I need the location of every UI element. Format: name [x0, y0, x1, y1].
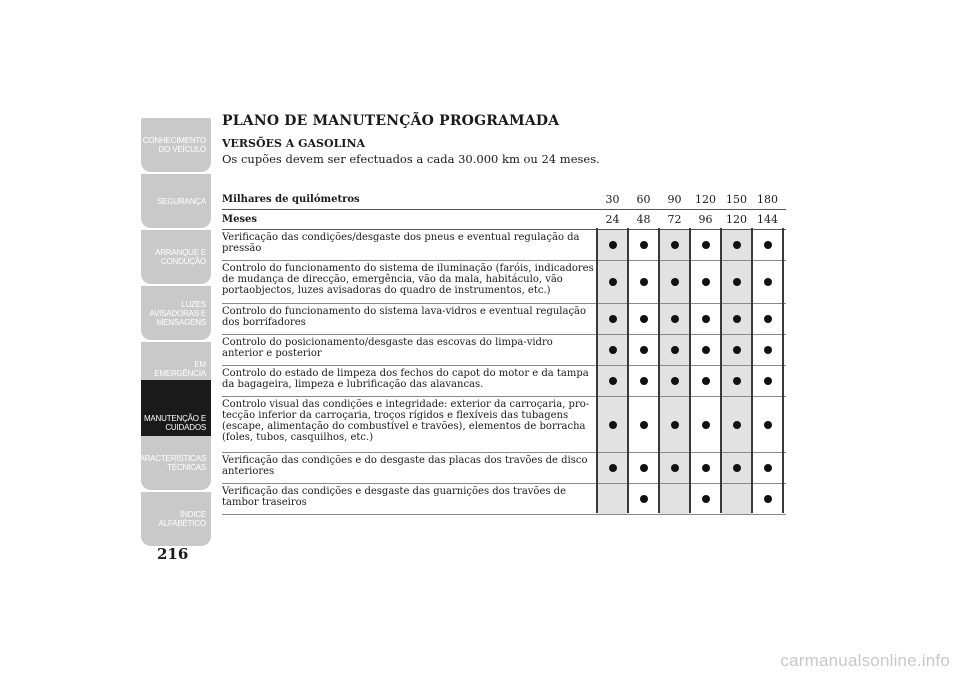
column-divider: [596, 228, 598, 513]
interval-cell: [628, 453, 659, 483]
interval-cell: [659, 261, 690, 303]
check-dot-icon: [671, 464, 679, 472]
interval-cell: [752, 397, 783, 452]
interval-cell: [597, 335, 628, 365]
check-dot-icon: [702, 346, 710, 354]
table-row: [222, 335, 786, 366]
table-header-months: [222, 210, 786, 230]
column-divider: [689, 228, 691, 513]
months-value: 72: [667, 213, 682, 226]
check-dot-icon: [733, 315, 741, 323]
check-dot-icon: [609, 421, 617, 429]
tab-conhecimento-do-veiculo[interactable]: CONHECIMENTO DO VEÍCULO: [141, 118, 211, 172]
interval-cells: [597, 261, 786, 303]
table-row: [222, 230, 786, 261]
maintenance-item-text: Verificação das condições/desgaste dos pneus e eventual regulação da pressão: [222, 232, 580, 254]
check-dot-icon: [609, 315, 617, 323]
check-dot-icon: [609, 464, 617, 472]
page-subtitle: VERSÕES A GASOLINA: [222, 137, 366, 150]
interval-cell: [721, 335, 752, 365]
interval-cell: [597, 230, 628, 260]
page-title: PLANO DE MANUTENÇÃO PROGRAMADA: [222, 113, 560, 129]
check-dot-icon: [764, 241, 772, 249]
km-values: [597, 190, 786, 209]
check-dot-icon: [609, 346, 617, 354]
page-content: [222, 112, 786, 167]
km-value: 90: [667, 193, 682, 206]
km-label: Milhares de quilómetros: [222, 194, 360, 205]
check-dot-icon: [640, 315, 648, 323]
maintenance-item-text: Controlo do posicionamento/desgaste das escovas do limpa-vidro anterior e posterior: [222, 337, 553, 359]
check-dot-icon: [671, 421, 679, 429]
check-dot-icon: [764, 464, 772, 472]
months-value: 48: [636, 213, 651, 226]
check-dot-icon: [733, 464, 741, 472]
check-dot-icon: [764, 278, 772, 286]
interval-cell: [721, 453, 752, 483]
check-dot-icon: [671, 377, 679, 385]
check-dot-icon: [764, 377, 772, 385]
interval-cell: [659, 366, 690, 396]
check-dot-icon: [764, 346, 772, 354]
tab-manutencao-e-cuidados[interactable]: MANUTENÇÃO E CUIDADOS: [141, 380, 211, 466]
interval-cell: [690, 230, 721, 260]
column-divider: [751, 228, 753, 513]
table-row: [222, 484, 786, 515]
tab-caracteristicas-tecnicas[interactable]: CARACTERÍSTICAS TÉCNICAS: [141, 436, 211, 490]
km-value: 150: [726, 193, 747, 206]
interval-cell: [659, 335, 690, 365]
interval-cell: [597, 261, 628, 303]
interval-cell: [752, 453, 783, 483]
check-dot-icon: [702, 278, 710, 286]
interval-cell: [721, 397, 752, 452]
interval-cell: [690, 261, 721, 303]
interval-cell: [752, 304, 783, 334]
interval-cell: [752, 484, 783, 514]
maintenance-item-text: Verificação das condições e do desgaste das placas dos travões de disco anteriores: [222, 455, 588, 477]
check-dot-icon: [640, 421, 648, 429]
interval-cell: [628, 397, 659, 452]
interval-cells: [597, 335, 786, 365]
check-dot-icon: [640, 278, 648, 286]
table-row: [222, 366, 786, 397]
check-dot-icon: [702, 315, 710, 323]
interval-cell: [721, 304, 752, 334]
interval-cell: [597, 304, 628, 334]
months-label: Meses: [222, 214, 258, 225]
interval-cell: [721, 261, 752, 303]
months-value: 96: [698, 213, 713, 226]
months-values: [597, 210, 786, 229]
interval-cells: [597, 397, 786, 452]
page-number: 216: [157, 545, 189, 563]
table-row: [222, 453, 786, 484]
check-dot-icon: [671, 241, 679, 249]
interval-cell: [597, 397, 628, 452]
tab-em-emergencia[interactable]: EM EMERGÊNCIA: [141, 342, 211, 396]
interval-cell: [690, 484, 721, 514]
check-dot-icon: [640, 377, 648, 385]
interval-cell: [752, 230, 783, 260]
interval-cells: [597, 484, 786, 514]
maintenance-item-text: Controlo do funcionamento do sistema de iluminação (faróis, indicadores de mudança de direcção, emergência, vão da mala, habitáculo, vão portaobjectos, luzes avisadoras do quadro de instrumentos, etc.): [222, 263, 594, 296]
interval-cell: [690, 453, 721, 483]
maintenance-item-text: Verificação das condições e desgaste das guarnições dos travões de tambor traseiros: [222, 486, 566, 508]
interval-cell: [659, 397, 690, 452]
check-dot-icon: [764, 495, 772, 503]
interval-cell: [659, 230, 690, 260]
interval-cell: [628, 230, 659, 260]
months-value: 144: [757, 213, 778, 226]
km-value: 30: [605, 193, 620, 206]
check-dot-icon: [733, 377, 741, 385]
check-dot-icon: [609, 278, 617, 286]
check-dot-icon: [702, 421, 710, 429]
tab-luzes-avisadoras[interactable]: LUZES AVISADORAS E MENSAGENS: [141, 286, 211, 340]
column-divider: [720, 228, 722, 513]
interval-cells: [597, 304, 786, 334]
check-dot-icon: [640, 464, 648, 472]
tab-arranque-e-conducao[interactable]: ARRANQUE E CONDUÇÃO: [141, 230, 211, 284]
km-value: 120: [695, 193, 716, 206]
maintenance-item-text: Controlo do funcionamento do sistema lava-vidros e eventual regulação dos borrifadores: [222, 306, 587, 328]
intro-text: Os cupões devem ser efectuados a cada 30.000 km ou 24 meses.: [222, 152, 600, 166]
interval-cells: [597, 230, 786, 260]
interval-cell: [690, 304, 721, 334]
check-dot-icon: [640, 346, 648, 354]
column-divider: [782, 228, 784, 513]
check-dot-icon: [764, 421, 772, 429]
tab-indice-alfabetico[interactable]: ÍNDICE ALFABÉTICO: [141, 492, 211, 546]
check-dot-icon: [764, 315, 772, 323]
interval-cell: [690, 366, 721, 396]
interval-cell: [659, 453, 690, 483]
tab-seguranca[interactable]: SEGURANÇA: [141, 174, 211, 228]
check-dot-icon: [702, 241, 710, 249]
column-divider: [658, 228, 660, 513]
interval-cell: [628, 261, 659, 303]
interval-cell: [628, 484, 659, 514]
months-value: 24: [605, 213, 620, 226]
check-dot-icon: [733, 421, 741, 429]
maintenance-table: [222, 190, 786, 515]
check-dot-icon: [671, 278, 679, 286]
interval-cell: [628, 335, 659, 365]
interval-cell: [597, 366, 628, 396]
check-dot-icon: [733, 346, 741, 354]
interval-cell: [721, 484, 752, 514]
interval-cell: [721, 230, 752, 260]
check-dot-icon: [671, 346, 679, 354]
interval-cell: [752, 366, 783, 396]
check-dot-icon: [609, 241, 617, 249]
check-dot-icon: [702, 464, 710, 472]
interval-cells: [597, 453, 786, 483]
column-divider: [627, 228, 629, 513]
table-row: [222, 397, 786, 453]
maintenance-item-text: Controlo visual das condições e integridade: exterior da carroçaria, pro-tecção inferior da carroçaria, troços rígidos e flexíveis das tubagens (escape, alimentação do combustível e travões), elementos de borracha (foles, tubos, casquilhos, etc.): [222, 399, 590, 443]
interval-cell: [690, 335, 721, 365]
interval-cell: [628, 366, 659, 396]
km-value: 180: [757, 193, 778, 206]
interval-cell: [690, 397, 721, 452]
interval-cell: [628, 304, 659, 334]
watermark: carmanualsonline.info: [780, 651, 950, 670]
interval-cell: [597, 484, 628, 514]
check-dot-icon: [609, 377, 617, 385]
table-row: [222, 261, 786, 304]
table-row: [222, 304, 786, 335]
interval-cells: [597, 366, 786, 396]
check-dot-icon: [733, 241, 741, 249]
check-dot-icon: [702, 495, 710, 503]
interval-cell: [659, 304, 690, 334]
interval-cell: [659, 484, 690, 514]
maintenance-item-text: Controlo do estado de limpeza dos fechos do capot do motor e da tampa da bagageira, limpeza e lubrificação das alavancas.: [222, 368, 589, 390]
table-body: [222, 230, 786, 515]
check-dot-icon: [671, 315, 679, 323]
interval-cell: [721, 366, 752, 396]
interval-cell: [752, 261, 783, 303]
interval-cell: [597, 453, 628, 483]
interval-cell: [752, 335, 783, 365]
check-dot-icon: [702, 377, 710, 385]
table-header-km: [222, 190, 786, 210]
km-value: 60: [636, 193, 651, 206]
check-dot-icon: [733, 278, 741, 286]
months-value: 120: [726, 213, 747, 226]
check-dot-icon: [640, 495, 648, 503]
check-dot-icon: [640, 241, 648, 249]
